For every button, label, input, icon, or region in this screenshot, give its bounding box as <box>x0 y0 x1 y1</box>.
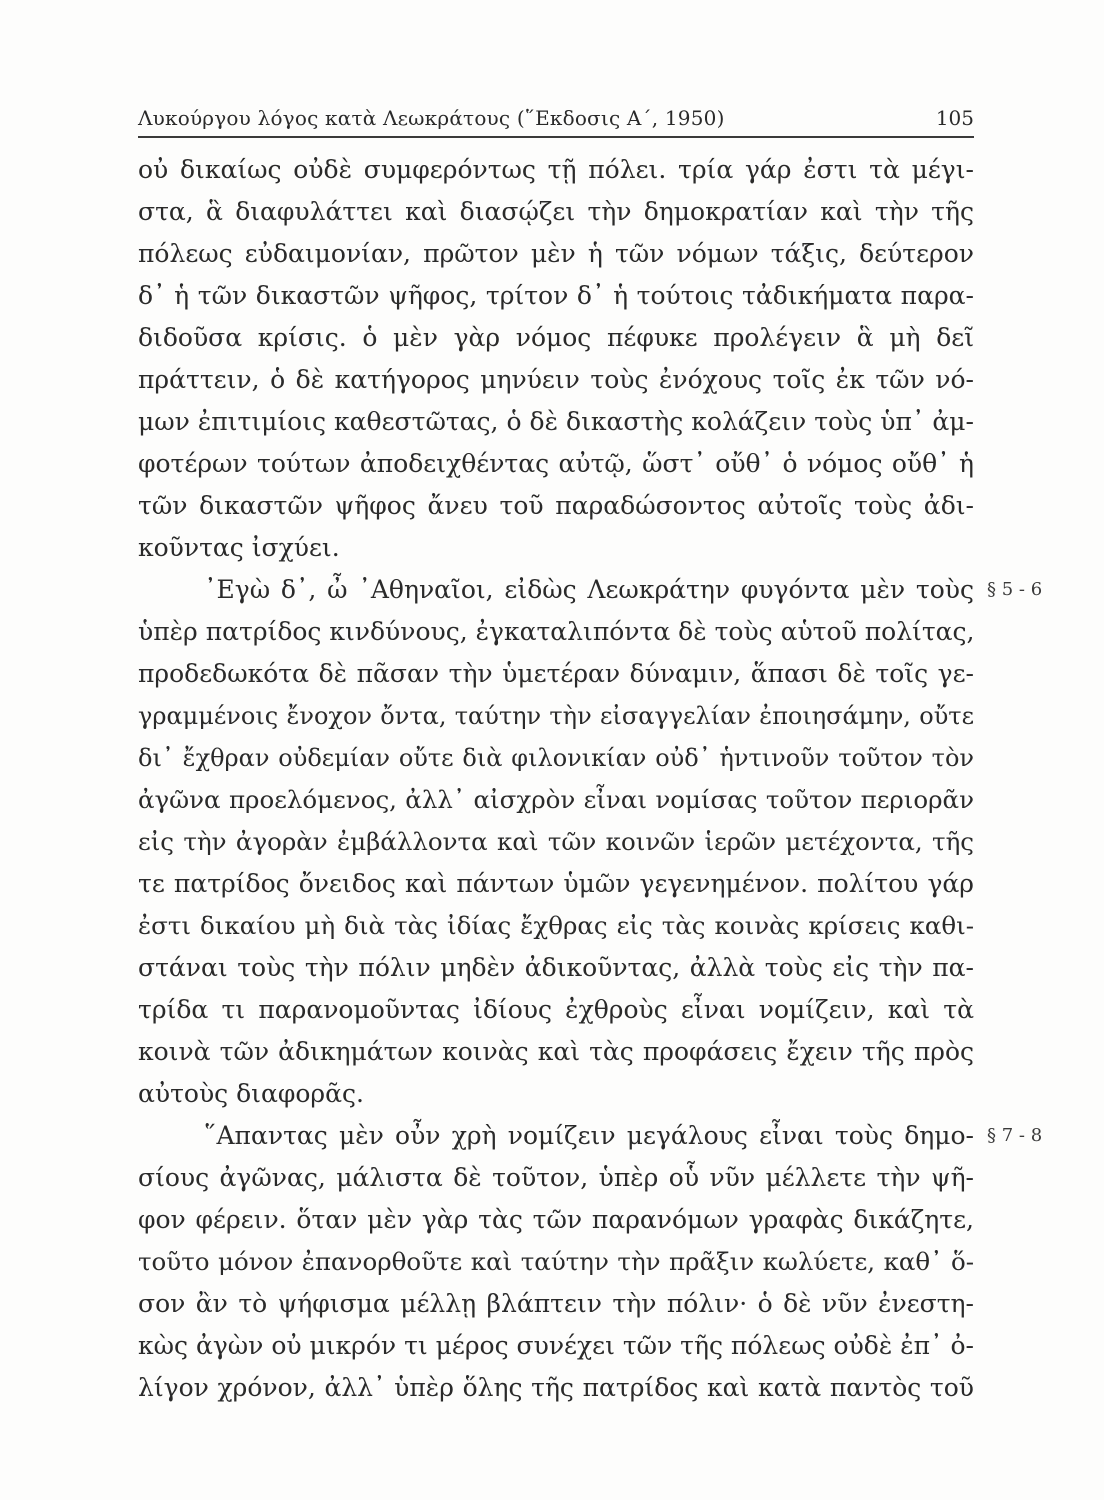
text-line: κοινὰ τῶν ἀδικημάτων κοινὰς καὶ τὰς προφάσεις ἔχειν τῆς πρὸς <box>138 1037 974 1066</box>
page-number: 105 <box>935 106 974 130</box>
text-line: φοτέρων τούτων ἀποδειχθέντας αὐτῷ, ὥστ᾿ οὔθ᾿ ὁ νόμος οὔθ᾿ ἡ <box>138 449 974 478</box>
text-line: πράττειν, ὁ δὲ κατήγορος μηνύειν τοὺς ἐνόχους τοῖς ἐκ τῶν νό- <box>138 365 974 394</box>
text-line: μων ἐπιτιμίοις καθεστῶτας, ὁ δὲ δικαστὴς κολάζειν τοὺς ὑπ᾿ ἀμ- <box>138 407 974 436</box>
text-line: πόλεως εὐδαιμονίαν, πρῶτον μὲν ἡ τῶν νόμων τάξις, δεύτερον <box>138 239 974 268</box>
text-line: ὑπὲρ πατρίδος κινδύνους, ἐγκαταλιπόντα δὲ τοὺς αὑτοῦ πολίτας, <box>138 617 975 646</box>
text-line: ᾿Εγὼ δ᾿, ὦ ᾿Αθηναῖοι, εἰδὼς Λεωκράτην φυγόντα μὲν τοὺς <box>204 575 974 604</box>
text-line: λίγον χρόνον, ἀλλ᾿ ὑπὲρ ὅλης τῆς πατρίδος καὶ κατὰ παντὸς τοῦ <box>138 1373 974 1402</box>
text-line: οὐ δικαίως οὐδὲ συμφερόντως τῇ πόλει. τρία γάρ ἐστι τὰ μέγι- <box>138 155 974 184</box>
text-line: γραμμένοις ἔνοχον ὄντα, ταύτην τὴν εἰσαγγελίαν ἐποιησάμην, οὔτε <box>138 702 974 730</box>
text-line: φον φέρειν. ὅταν μὲν γὰρ τὰς τῶν παρανόμων γραφὰς δικάζητε, <box>138 1205 974 1234</box>
text-line: κὼς ἀγὼν οὐ μικρόν τι μέρος συνέχει τῶν τῆς πόλεως οὐδὲ ἐπ᾿ ὀ- <box>138 1331 974 1360</box>
text-line: τε πατρίδος ὄνειδος καὶ πάντων ὑμῶν γεγενημένον. πολίτου γάρ <box>138 869 974 898</box>
text-line: σίους ἀγῶνας, μάλιστα δὲ τοῦτον, ὑπὲρ οὗ νῦν μέλλετε τὴν ψῆ- <box>138 1163 974 1192</box>
text-line: ῞Απαντας μὲν οὖν χρὴ νομίζειν μεγάλους εἶναι τοὺς δημο- <box>204 1121 974 1150</box>
text-line: κοῦντας ἰσχύει. <box>138 533 340 562</box>
text-line: σον ἂν τὸ ψήφισμα μέλλῃ βλάπτειν τὴν πόλιν· ὁ δὲ νῦν ἐνεστη- <box>138 1289 974 1318</box>
text-line: τῶν δικαστῶν ψῆφος ἄνευ τοῦ παραδώσοντος αὐτοῖς τοὺς ἀδι- <box>138 491 974 520</box>
text-line: δι᾿ ἔχθραν οὐδεμίαν οὔτε διὰ φιλονικίαν οὐδ᾿ ἡντινοῦν τοῦτον τὸν <box>138 744 974 772</box>
text-line: ἀγῶνα προελόμενος, ἀλλ᾿ αἰσχρὸν εἶναι νομίσας τοῦτον περιορᾶν <box>138 785 974 814</box>
section-margin-note: § 7 - 8 <box>987 1125 1043 1146</box>
text-line: ἐστι δικαίου μὴ διὰ τὰς ἰδίας ἔχθρας εἰς τὰς κοινὰς κρίσεις καθι- <box>138 911 974 940</box>
text-line: προδεδωκότα δὲ πᾶσαν τὴν ὑμετέραν δύναμιν, ἅπασι δὲ τοῖς γε- <box>138 659 974 688</box>
text-line: δ᾿ ἡ τῶν δικαστῶν ψῆφος, τρίτον δ᾿ ἡ τούτοις τἀδικήματα παρα- <box>138 281 974 310</box>
running-header <box>138 102 974 138</box>
text-line: διδοῦσα κρίσις. ὁ μὲν γὰρ νόμος πέφυκε προλέγειν ἃ μὴ δεῖ <box>138 323 974 352</box>
section-margin-note: § 5 - 6 <box>987 579 1043 600</box>
text-line: στάναι τοὺς τὴν πόλιν μηδὲν ἀδικοῦντας, ἀλλὰ τοὺς εἰς τὴν πα- <box>138 953 974 982</box>
text-line: τοῦτο μόνον ἐπανορθοῦτε καὶ ταύτην τὴν πρᾶξιν κωλύετε, καθ᾿ ὅ- <box>138 1247 974 1276</box>
running-header-title: Λυκούργου λόγος κατὰ Λεωκράτους (῞Εκδοσις Α΄, 1950) <box>138 106 725 130</box>
text-line: τρίδα τι παρανομοῦντας ἰδίους ἐχθροὺς εἶναι νομίζειν, καὶ τὰ <box>138 995 974 1024</box>
text-line: αὐτοὺς διαφορᾶς. <box>138 1079 364 1108</box>
text-line: εἰς τὴν ἀγορὰν ἐμβάλλοντα καὶ τῶν κοινῶν ἱερῶν μετέχοντα, τῆς <box>138 827 974 856</box>
text-line: στα, ἃ διαφυλάττει καὶ διασῴζει τὴν δημοκρατίαν καὶ τὴν τῆς <box>138 197 974 226</box>
